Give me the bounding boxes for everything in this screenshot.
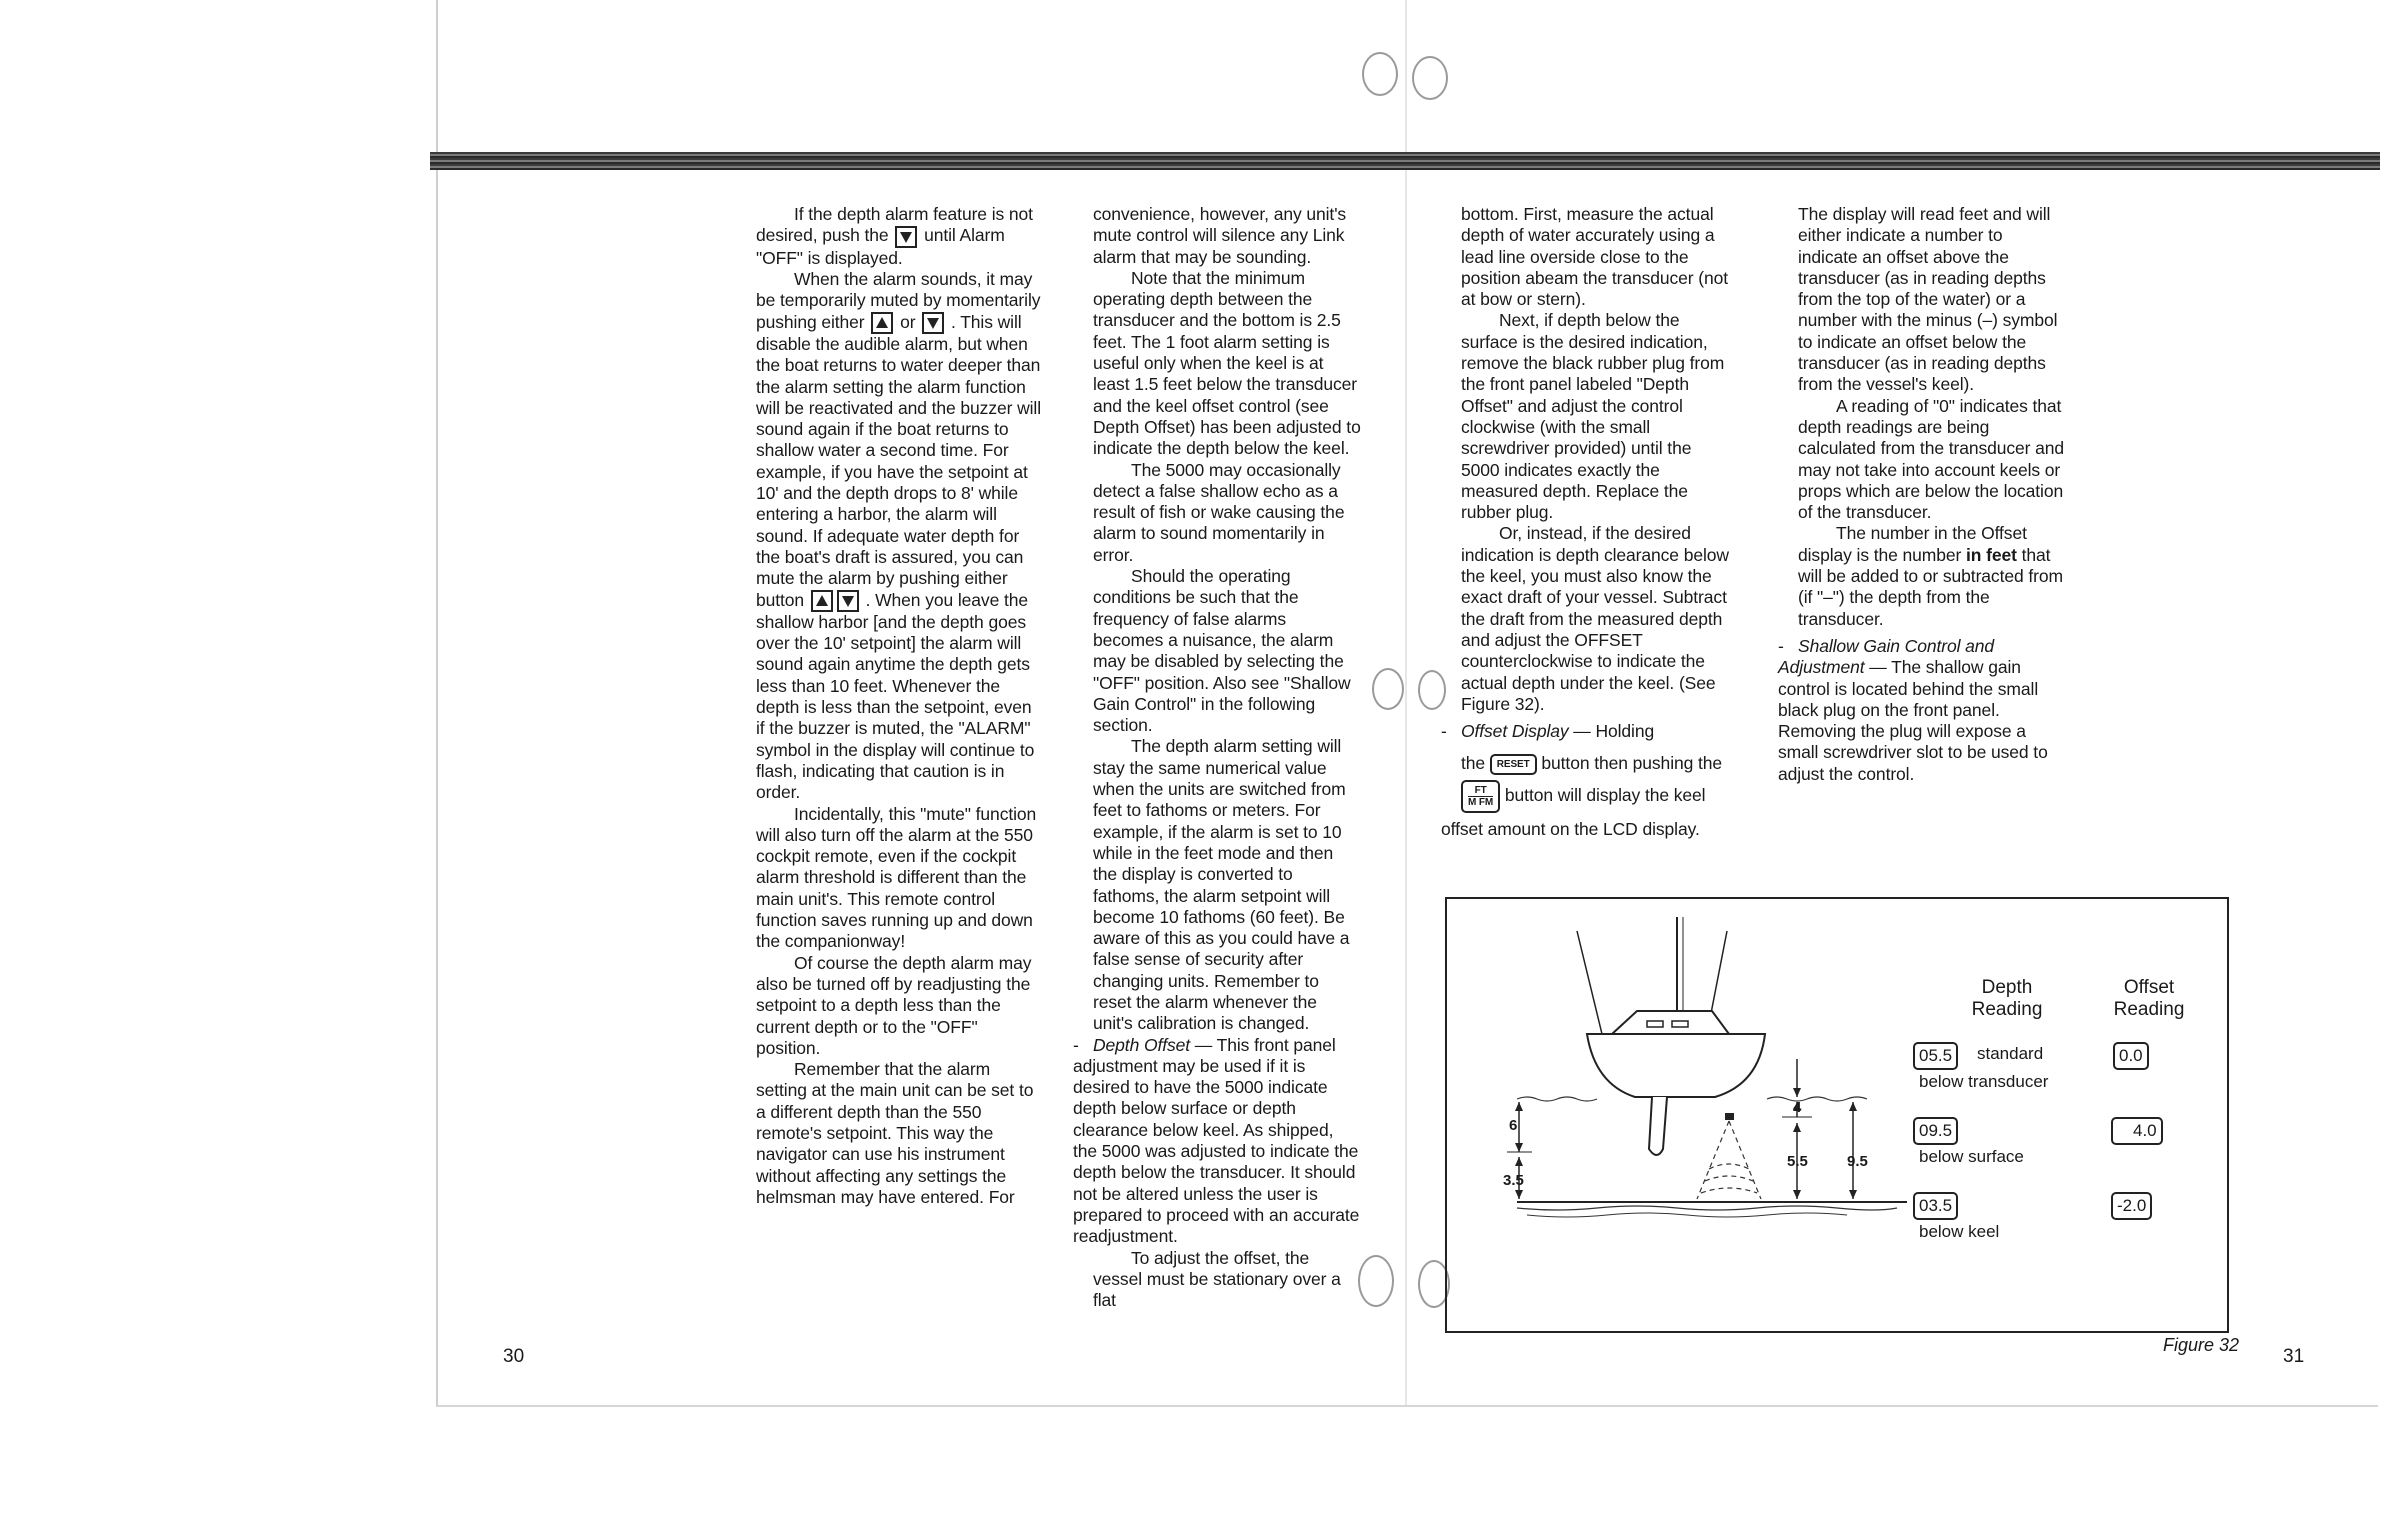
dimension-label: 5.5	[1787, 1153, 1808, 1170]
binding-ring-icon	[1358, 1255, 1394, 1307]
paragraph: The display will read feet and will either indicate a number to indicate an offset above the transducer (as in reading depths from the top of the water) or a number with the minus (–) symbol to indicate an offset below the transducer (as in reading depths from the vessel's keel).	[1798, 204, 2058, 395]
boat-depth-diagram	[1447, 899, 1907, 1329]
section-title: Shallow Gain Control and Adjustment	[1778, 635, 1995, 678]
text: button then pushing the	[1541, 753, 1723, 774]
text-column-4	[1778, 204, 2066, 785]
dimension-label: 6	[1509, 1117, 1518, 1134]
paragraph	[756, 269, 1041, 804]
offset-lcd-readout: -2.0	[2111, 1192, 2152, 1220]
paragraph	[1798, 523, 2066, 629]
header-rule	[430, 152, 2380, 170]
paragraph	[1073, 1035, 1361, 1248]
paragraph: Or, instead, if the desired indication is depth clearance below the keel, you must also know the exact draft of your vessel. Subtract the draft from the measured depth and adjust the OFFSET counterclockwise to indicate the actual depth under the keel. (See Figure 32).	[1461, 523, 1729, 714]
figure-caption: Figure 32	[2163, 1335, 2240, 1355]
binding-ring-icon	[1418, 670, 1446, 710]
text: . This will disable the audible alarm, but when the boat returns to water deeper than the alarm setting the alarm function will be reactivated and the buzzer will sound again if the boat returns to shallow water a second time. For example, if you have the setpoint at 10' and the depth drops to 8' while entering a harbor, the alarm will sound. If adequate water depth for the boat's draft is assured, you can mute the alarm by pushing either button	[756, 311, 1041, 610]
text: When the alarm sounds, it may be temporarily muted by momentarily pushing either	[756, 268, 1041, 332]
text: button will display the keel offset amount on the LCD display.	[1441, 785, 1706, 839]
paragraph: Should the operating conditions be such that the frequency of false alarms becomes a nuisance, the alarm may be disabled by selecting the "OFF" position. Also see "Shallow Gain Control" in the following section.	[1093, 566, 1351, 736]
section-title: Depth Offset	[1093, 1034, 1191, 1055]
emphasis: in feet	[1966, 544, 2017, 565]
paragraph: convenience, however, any unit's mute control will silence any Link alarm that may be sounding.	[1093, 204, 1347, 267]
text: The number in the Offset display is the number	[1798, 523, 2027, 565]
header-line: Offset	[2123, 977, 2175, 998]
up-arrow-key-icon	[811, 590, 833, 612]
text: or	[900, 311, 916, 332]
row-label: below surface	[1919, 1147, 2024, 1166]
depth-reading-header	[1947, 977, 2067, 1021]
text: — Holding	[1568, 721, 1655, 742]
offset-reading-header	[2089, 977, 2209, 1021]
header-line: Depth	[1981, 977, 2033, 998]
text: . When you leave the shallow harbor [and the depth goes over the 10' setpoint] the alarm will sound again anytime the depth gets less than 10 feet. Whenever the depth is less than the setpoint, even if the buzzer is muted, the "ALARM" symbol in the display will continue to flash, indicating that caution is in order.	[756, 589, 1035, 803]
page-number-right: 31	[2283, 1346, 2305, 1367]
paragraph	[1441, 715, 1729, 845]
text: If the depth alarm feature is not desired, push the	[756, 204, 1033, 246]
row-sublabel: below transducer	[1919, 1072, 2049, 1091]
dimension-label: 4	[1793, 1099, 1802, 1116]
text-column-1	[756, 204, 1041, 1208]
offset-lcd-readout: 4.0	[2111, 1117, 2163, 1145]
paragraph: Note that the minimum operating depth between the transducer and the bottom is 2.5 feet. The 1 foot alarm setting is useful only when the keel is at least 1.5 feet below the transducer and the keel offset control (see Depth Offset) has been adjusted to indicate the depth below the keel.	[1093, 267, 1361, 459]
key-label-bottom: M FM	[1468, 797, 1494, 808]
row-label: below keel	[1919, 1222, 2000, 1241]
dimension-label: 3.5	[1503, 1172, 1524, 1189]
paragraph	[1778, 636, 2066, 785]
figure-32	[1445, 897, 2229, 1333]
paragraph: To adjust the offset, the vessel must be stationary over a flat	[1093, 1247, 1341, 1311]
paragraph: Of course the depth alarm may also be turned off by readjusting the setpoint to a depth less than the current depth or to the "OFF" position.	[756, 952, 1032, 1058]
offset-lcd-readout: 0.0	[2113, 1042, 2149, 1070]
paragraph	[756, 204, 1041, 269]
binding-ring-icon	[1372, 668, 1404, 710]
paragraph: A reading of "0" indicates that depth readings are being calculated from the transducer and may not take into account keels or props which are below the location of the transducer.	[1798, 395, 2065, 523]
down-arrow-key-icon	[895, 226, 917, 248]
header-line: Reading	[2113, 999, 2185, 1020]
text: that will be added to or subtracted from (if "–") the depth from the transducer.	[1798, 544, 2063, 629]
ft-fm-key-icon	[1461, 780, 1500, 813]
paragraph: Incidentally, this "mute" function will also turn off the alarm at the 550 cockpit remote, even if the cockpit alarm threshold is different than the main unit's. This remote control function saves running up and down the companionway!	[756, 803, 1037, 952]
book-spine	[1405, 0, 1407, 1405]
paragraph: bottom. First, measure the actual depth of water accurately using a lead line overside close to the position abeam the transducer (not at bow or stern).	[1461, 204, 1729, 310]
header-line: Reading	[1971, 999, 2043, 1020]
depth-lcd-readout: 05.5	[1913, 1042, 1958, 1070]
row-label: standard	[1977, 1044, 2044, 1063]
page-number-left: 30	[503, 1346, 525, 1367]
dimension-label: 9.5	[1847, 1153, 1868, 1170]
binding-ring-icon	[1412, 56, 1448, 100]
reset-key-icon: RESET	[1490, 754, 1537, 775]
key-label-top: FT	[1468, 785, 1493, 797]
text: until Alarm "OFF" is displayed.	[756, 225, 1005, 268]
text: — The shallow gain control is located behind the small black plug on the front panel. Removing the plug will expose a small screwdriver slot to be used to adjust the control.	[1778, 657, 2048, 784]
bullet-dash: -	[1073, 1034, 1079, 1055]
down-arrow-key-icon	[837, 590, 859, 612]
text: — This front panel adjustment may be used if it is desired to have the 5000 indicate depth below surface or depth clearance below keel. As shipped, the 5000 was adjusted to indicate the depth below the transducer. It should not be altered unless the user is prepared to proceed with an accurate readjustment.	[1073, 1034, 1360, 1247]
paragraph: The depth alarm setting will stay the same numerical value when the units are switched from feet to fathoms or meters. For example, if the alarm is set to 10 while in the feet mode and then the display is converted to fathoms, the alarm setpoint will become 10 fathoms (60 feet). Be aware of this as you could have a false sense of security after changing units. Remember to reset the alarm whenever the unit's calibration is changed.	[1093, 736, 1350, 1034]
paragraph: Remember that the alarm setting at the main unit can be set to a different depth than the 550 remote's setpoint. This way the navigator can use his instrument without affecting any settings the helmsman may have entered. For	[756, 1059, 1034, 1207]
binding-ring-icon	[1362, 52, 1398, 96]
depth-lcd-readout: 09.5	[1913, 1117, 1958, 1145]
text-column-3	[1441, 204, 1729, 845]
up-arrow-key-icon	[871, 312, 893, 334]
bullet-dash: -	[1441, 721, 1447, 742]
paragraph: Next, if depth below the surface is the desired indication, remove the black rubber plug from the front panel labeled "Depth Offset" and adjust the control clockwise (with the small screwdriver provided) until the 5000 indicates exactly the measured depth. Replace the rubber plug.	[1461, 310, 1725, 523]
paragraph: The 5000 may occasionally detect a false shallow echo as a result of fish or wake causing the alarm to sound momentarily in error.	[1093, 459, 1345, 565]
bullet-dash: -	[1778, 635, 1784, 656]
text: the	[1461, 753, 1486, 774]
down-arrow-key-icon	[922, 312, 944, 334]
depth-lcd-readout: 03.5	[1913, 1192, 1958, 1220]
text-column-2	[1073, 204, 1361, 1311]
section-title: Offset Display	[1461, 721, 1569, 742]
